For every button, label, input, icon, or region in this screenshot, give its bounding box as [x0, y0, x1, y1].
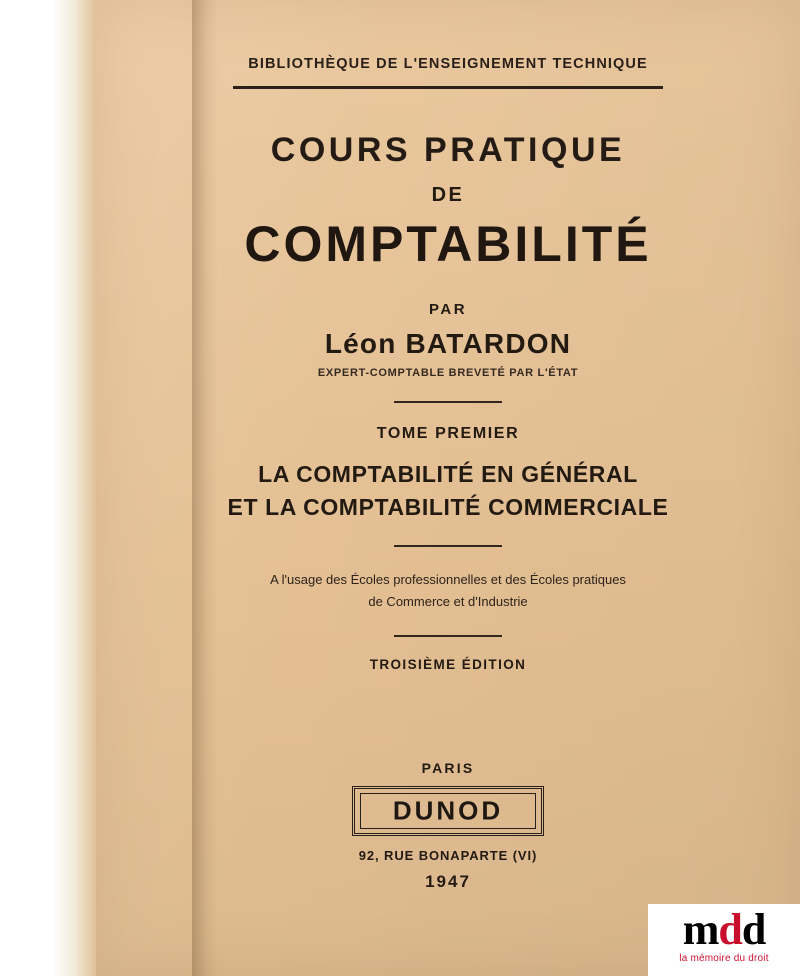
mdd-letter-m: m [682, 905, 719, 954]
publisher-name: DUNOD [392, 795, 504, 826]
mdd-letter-d1: d [718, 905, 742, 954]
rule-divider-3 [394, 635, 502, 637]
subtitle-line-2: ET LA COMPTABILITÉ COMMERCIALE [227, 494, 669, 521]
title-page-content [96, 0, 800, 672]
author-name: Léon BATARDON [324, 328, 572, 359]
series-line: BIBLIOTHÈQUE DE L'ENSEIGNEMENT TECHNIQUE [248, 56, 648, 72]
page-title: COMPTABILITÉ [244, 216, 652, 272]
publisher-address: 92, RUE BONAPARTE (VI) [358, 848, 538, 863]
subtitle-line-1: LA COMPTABILITÉ EN GÉNÉRAL [258, 461, 638, 487]
rule-divider-1 [394, 401, 502, 403]
edition-label: TROISIÈME ÉDITION [369, 657, 527, 673]
mdd-logo-letters [648, 904, 800, 954]
book-title-page-scan [96, 0, 800, 976]
publication-year: 1947 [425, 872, 471, 891]
volume-label: TOME PREMIER [376, 425, 520, 442]
mdd-tagline: la mémoire du droit [679, 953, 769, 964]
mdd-watermark [648, 904, 800, 976]
title-line-1: COURS PRATIQUE [270, 131, 626, 169]
mdd-letter-d2: d [741, 905, 766, 954]
scan-gutter [0, 0, 96, 976]
usage-line-2: de Commerce et d'Industrie [368, 594, 528, 610]
title-preposition: DE [431, 184, 465, 206]
by-label: PAR [428, 301, 468, 318]
author-qualification: EXPERT-COMPTABLE BREVETÉ PAR L'ÉTAT [317, 367, 579, 379]
rule-top [233, 86, 663, 89]
publisher-logo [352, 786, 544, 836]
usage-line-1: A l'usage des Écoles professionnelles et des Écoles pratiques [270, 572, 626, 588]
rule-divider-2 [394, 545, 502, 547]
publisher-city: PARIS [421, 760, 475, 776]
publisher-block [96, 760, 800, 892]
